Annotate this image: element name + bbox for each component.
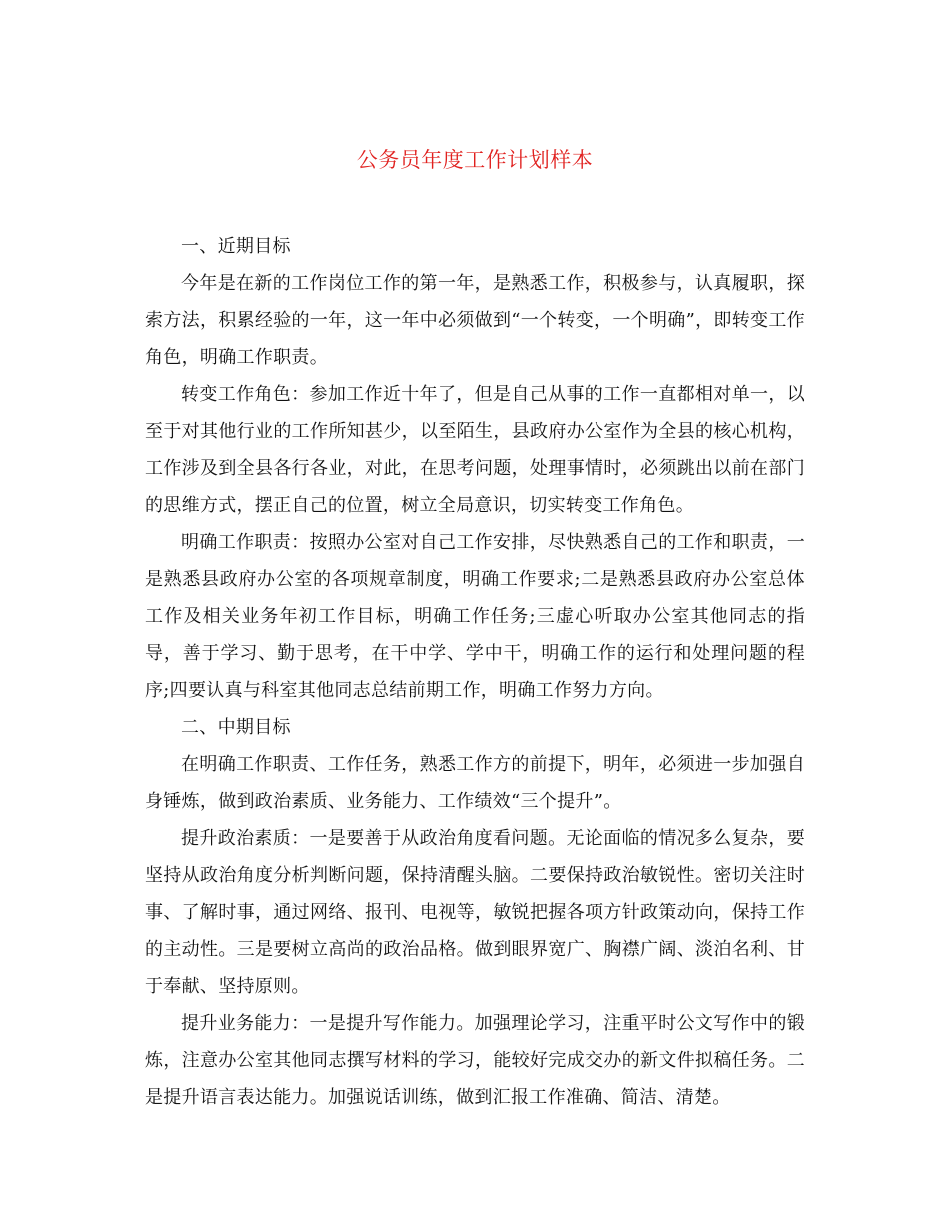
paragraph: 提升政治素质：一是要善于从政治角度看问题。无论面临的情况多么复杂，要坚持从政治角度分析判断问题，保持清醒头脑。二要保持政治敏锐性。密切关注时事、了解时事，通过网络、报刊、电视等，敏锐把握各项方针政策动向，保持工作的主动性。三是要树立高尚的政治品格。做到眼界宽广、胸襟广阔、淡泊名利、甘于奉献、坚持原则。 (145, 828, 805, 997)
paragraph: 在明确工作职责、工作任务，熟悉工作方的前提下，明年，必须进一步加强自身锤炼，做到政治素质、业务能力、工作绩效“三个提升”。 (145, 754, 805, 812)
document-body (145, 228, 805, 1116)
section-heading-short-term: 一、近期目标 (181, 236, 291, 257)
paragraph: 转变工作角色：参加工作近十年了，但是自己从事的工作一直都相对单一，以至于对其他行业的工作所知甚少，以至陌生，县政府办公室作为全县的核心机构，工作涉及到全县各行各业，对此，在思考问题，处理事情时，必须跳出以前在部门的思维方式，摆正自己的位置，树立全局意识，切实转变工作角色。 (145, 384, 805, 516)
paragraph: 提升业务能力：一是提升写作能力。加强理论学习，注重平时公文写作中的锻炼，注意办公室其他同志撰写材料的学习，能较好完成交办的新文件拟稿任务。二是提升语言表达能力。加强说话训练，做到汇报工作准确、简洁、清楚。 (145, 1013, 805, 1108)
section-heading-mid-term: 二、中期目标 (181, 717, 291, 738)
document-title: 公务员年度工作计划样本 (356, 148, 594, 172)
paragraph: 明确工作职责：按照办公室对自己工作安排，尽快熟悉自己的工作和职责，一是熟悉县政府办公室的各项规章制度，明确工作要求;二是熟悉县政府办公室总体工作及相关业务年初工作目标，明确工作任务;三虚心听取办公室其他同志的指导，善于学习、勤于思考，在干中学、学中干，明确工作的运行和处理问题的程序;四要认真与科室其他同志总结前期工作，明确工作努力方向。 (145, 532, 805, 701)
paragraph: 今年是在新的工作岗位工作的第一年，是熟悉工作，积极参与，认真履职，探索方法，积累经验的一年，这一年中必须做到“一个转变，一个明确”，即转变工作角色，明确工作职责。 (145, 273, 805, 368)
